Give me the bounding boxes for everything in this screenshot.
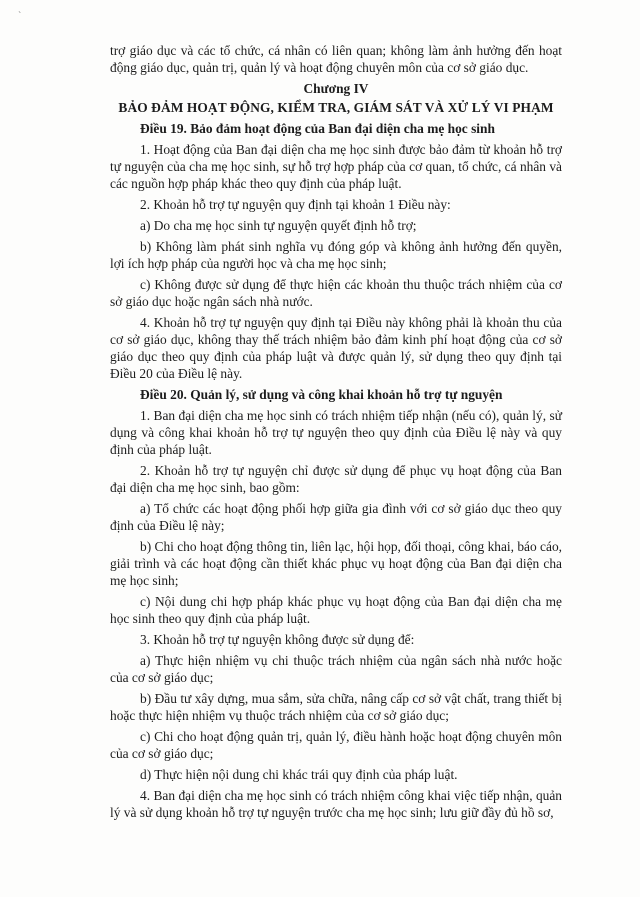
article-20-clause-4: 4. Ban đại diện cha mẹ học sinh có trách nhiệm công khai việc tiếp nhận, quản lý và sử dụng khoản hỗ trợ tự nguyện trước cha mẹ học sinh; lưu giữ đầy đủ hồ sơ,: [110, 788, 562, 820]
scan-mark: `: [18, 11, 22, 22]
article-20-clause-2: 2. Khoản hỗ trợ tự nguyện chỉ được sử dụng để phục vụ hoạt động của Ban đại diện cha mẹ học sinh, bao gồm:: [110, 463, 562, 495]
article-20-clause-2a: a) Tổ chức các hoạt động phối hợp giữa gia đình với cơ sở giáo dục theo quy định của Điều lệ này;: [110, 501, 562, 533]
article-20-clause-3: 3. Khoản hỗ trợ tự nguyện không được sử dụng để:: [140, 632, 415, 647]
continued-paragraph: trợ giáo dục và các tổ chức, cá nhân có liên quan; không làm ảnh hưởng đến hoạt động giáo dục, quản trị, quản lý và hoạt động chuyên môn của cơ sở giáo dục.: [110, 43, 562, 75]
article-20-clause-3a: a) Thực hiện nhiệm vụ chi thuộc trách nhiệm của ngân sách nhà nước hoặc của cơ sở giáo dục;: [110, 653, 562, 685]
article-20-clause-3c: c) Chi cho hoạt động quản trị, quản lý, điều hành hoặc hoạt động chuyên môn của cơ sở giáo dục;: [110, 729, 562, 761]
article-19-clause-1: 1. Hoạt động của Ban đại diện cha mẹ học sinh được bảo đảm từ khoản hỗ trợ tự nguyện của cha mẹ học sinh, sự hỗ trợ hợp pháp của cơ quan, tổ chức, cá nhân và các nguồn hợp pháp khác theo quy định của pháp luật.: [110, 142, 562, 191]
article-19-clause-2: 2. Khoản hỗ trợ tự nguyện quy định tại khoản 1 Điều này:: [140, 197, 451, 212]
article-19-clause-2c: c) Không được sử dụng để thực hiện các khoản thu thuộc trách nhiệm của cơ sở giáo dục hoặc ngân sách nhà nước.: [110, 277, 562, 309]
article-19-clause-2a: a) Do cha mẹ học sinh tự nguyện quyết định hỗ trợ;: [140, 218, 417, 233]
article-20-clause-3b: b) Đầu tư xây dựng, mua sắm, sửa chữa, nâng cấp cơ sở vật chất, trang thiết bị hoặc thực hiện nhiệm vụ thuộc trách nhiệm của cơ sở giáo dục;: [110, 691, 562, 723]
chapter-label: Chương IV: [303, 81, 369, 96]
chapter-title: BẢO ĐẢM HOẠT ĐỘNG, KIỂM TRA, GIÁM SÁT VÀ XỬ LÝ VI PHẠM: [118, 100, 554, 115]
article-20-clause-2b: b) Chi cho hoạt động thông tin, liên lạc, hội họp, đối thoại, công khai, báo cáo, giải trình và các hoạt động cần thiết khác phục vụ hoạt động của Ban đại diện cha mẹ học sinh;: [110, 539, 562, 588]
article-20-clause-2c: c) Nội dung chi hợp pháp khác phục vụ hoạt động của Ban đại diện cha mẹ học sinh theo quy định của pháp luật.: [110, 594, 562, 626]
article-20-clause-3d: d) Thực hiện nội dung chi khác trái quy định của pháp luật.: [140, 767, 458, 782]
article-19-heading: Điều 19. Bảo đảm hoạt động của Ban đại diện cha mẹ học sinh: [140, 121, 495, 136]
article-19-clause-2b: b) Không làm phát sinh nghĩa vụ đóng góp và không ảnh hưởng đến quyền, lợi ích hợp pháp của người học và cha mẹ học sinh;: [110, 239, 562, 271]
article-20-clause-1: 1. Ban đại diện cha mẹ học sinh có trách nhiệm tiếp nhận (nếu có), quản lý, sử dụng và công khai khoản hỗ trợ tự nguyện theo quy định của Điều lệ này và quy định của pháp luật.: [110, 408, 562, 457]
article-20-heading: Điều 20. Quản lý, sử dụng và công khai khoản hỗ trợ tự nguyện: [140, 387, 503, 402]
document-body: [110, 42, 562, 821]
article-19-clause-4: 4. Khoản hỗ trợ tự nguyện quy định tại Điều này không phải là khoản thu của cơ sở giáo dục, không thay thế trách nhiệm bảo đảm kinh phí hoạt động của cơ sở giáo dục theo quy định của pháp luật và được quản lý, sử dụng theo quy định tại Điều 20 của Điều lệ này.: [110, 315, 562, 381]
